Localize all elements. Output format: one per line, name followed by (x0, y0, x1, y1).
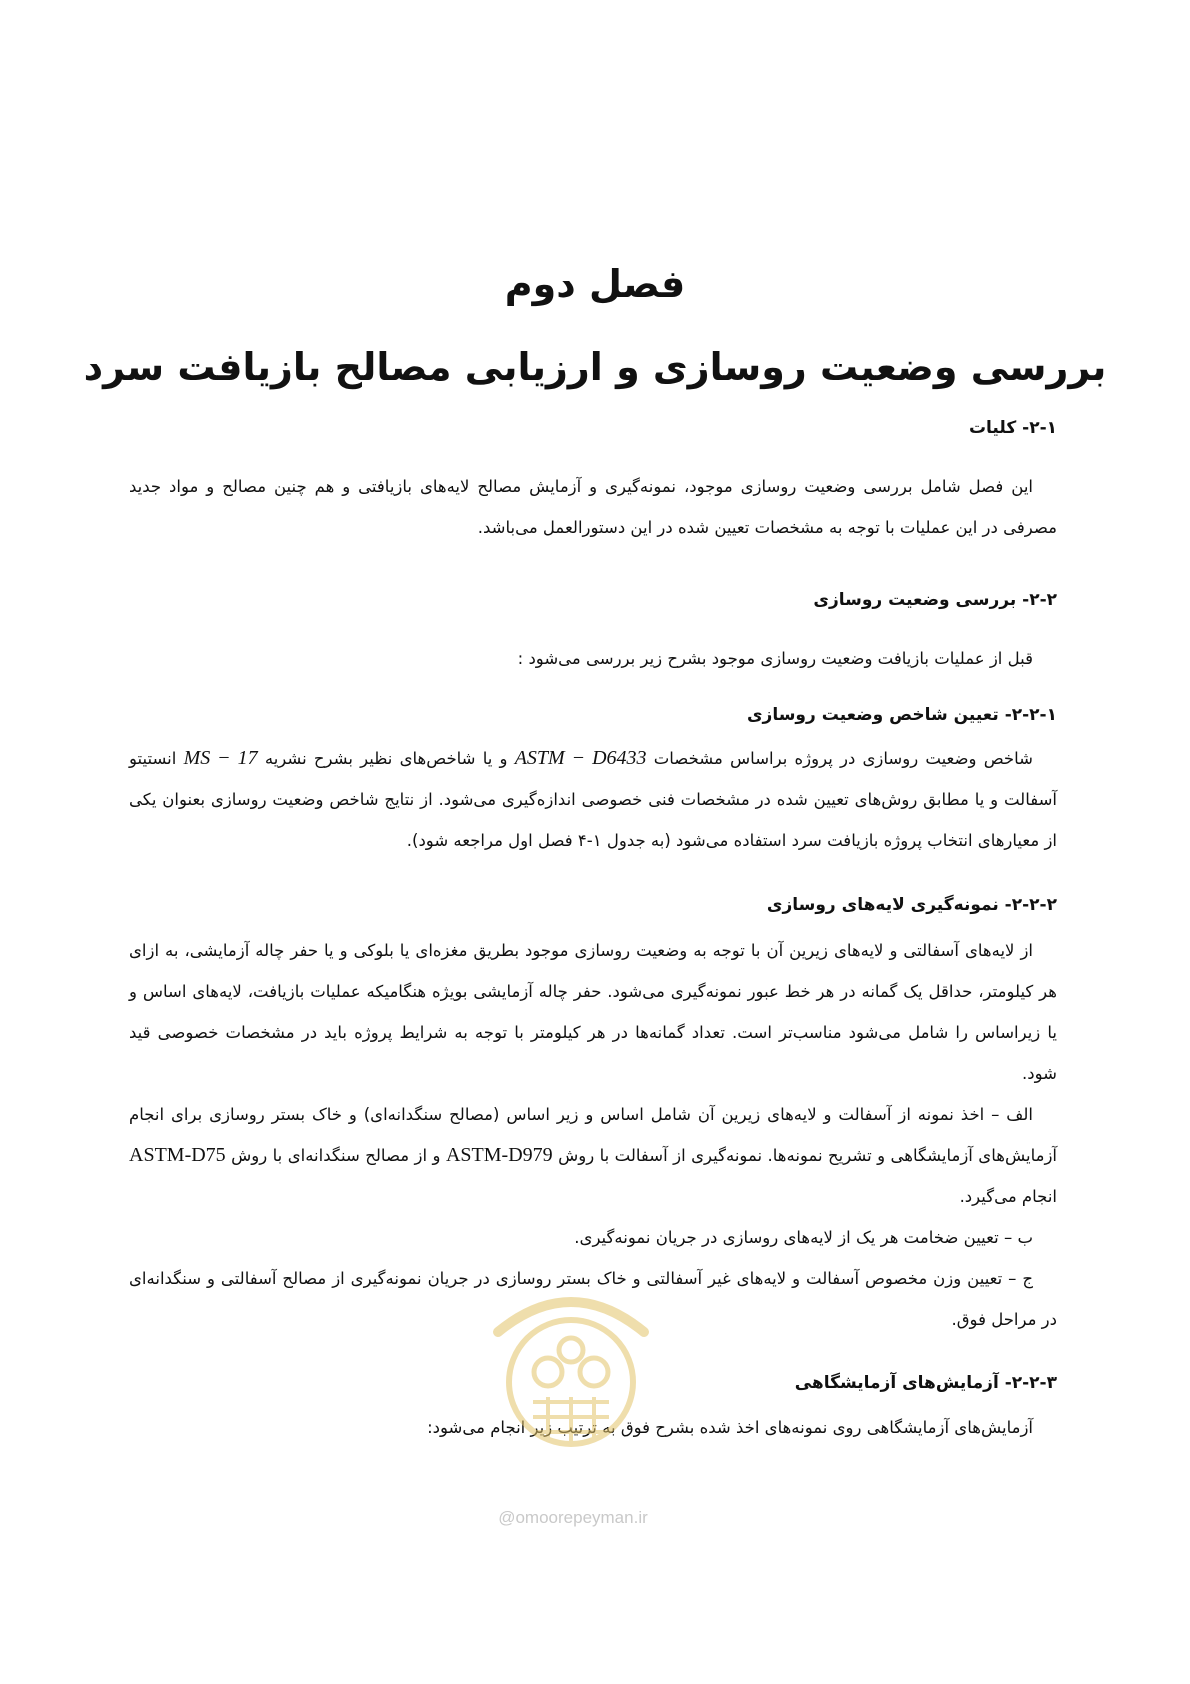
text: شاخص وضعیت روسازی در پروژه براساس مشخصات (653, 749, 1033, 768)
paragraph: از لایه‌های آسفالتی و لایه‌های زیرین آن با توجه به وضعیت روسازی موجود بطریق مغزه‌ای یا بلوکی و یا حفر چاله آزمایشی، به ازای هر کیلومتر، حداقل یک گمانه در هر خط عبور نمونه‌گیری می‌شود. حفر چاله آزمایشی بویژه هنگامیکه عملیات بازیافت، لایه‌های اساس و یا زیراساس را شامل می‌شود مناسب‌تر است. تعداد گمانه‌ها در هر کیلومتر با توجه به شرایط پروژه باید در مشخصات خصوصی قید شود. (129, 941, 1057, 1083)
section-2-2-1-body (129, 738, 1057, 861)
section-heading: ۲-۲- بررسی وضعیت روسازی (813, 590, 1057, 610)
list-item-be: ب – تعیین ضخامت هر یک از لایه‌های روسازی در جریان نمونه‌گیری. (574, 1228, 1033, 1247)
list-item-jim: ج – تعیین وزن مخصوص آسفالت و لایه‌های غیر آسفالتی و خاک بستر روسازی در جریان نمونه‌گیری از مصالح آسفالتی و سنگدانه‌ای در مراحل فوق. (129, 1269, 1057, 1329)
text: و از مصالح سنگدانه‌ای با روش (231, 1146, 441, 1165)
section-heading: ۲-۲-۱- تعیین شاخص وضعیت روسازی (746, 705, 1057, 725)
paragraph (129, 738, 1057, 861)
standard-code: ASTM-D75 (129, 1144, 226, 1166)
text: الف – اخذ نمونه از آسفالت و لایه‌های زیرین آن شامل اساس و زیر اساس (مصالح سنگدانه‌ای) و خاک بستر روسازی برای انجام آزمایش‌های آزمایشگاهی و تشریح نمونه‌ها. نمونه‌گیری از آسفالت با روش (129, 1105, 1057, 1165)
section-heading: ۲-۲-۲- نمونه‌گیری لایه‌های روسازی (766, 895, 1057, 915)
section-2-1-body (129, 466, 1057, 548)
text: و یا شاخص‌های نظیر بشرح نشریه (264, 749, 508, 768)
list-item-alef (129, 1094, 1057, 1217)
paragraph: آزمایش‌های آزمایشگاهی روی نمونه‌های اخذ شده بشرح فوق به ترتیب زیر انجام می‌شود: (427, 1418, 1033, 1437)
text: انستیتو آسفالت و یا مطابق روش‌های تعیین شده در مشخصات فنی خصوصی اندازه‌گیری می‌شود. از نتایج شاخص وضعیت روسازی بعنوان یکی از معیارهای انتخاب پروژه بازیافت سرد استفاده می‌شود (به جدول ۱-۴ فصل اول مراجعه شود). (129, 749, 1057, 850)
standard-code: MS − 17 (183, 747, 258, 769)
section-2-2-body (129, 638, 1057, 679)
section-heading: ۲-۲-۳- آزمایش‌های آزمایشگاهی (794, 1373, 1057, 1393)
section-2-2-2 (129, 895, 1057, 915)
section-2-2 (129, 590, 1057, 610)
watermark-text: @omoorepeyman.ir (498, 1508, 648, 1527)
standard-code: ASTM − D6433 (514, 747, 647, 769)
section-2-2-1 (129, 705, 1057, 725)
chapter-number: فصل دوم (504, 262, 686, 306)
section-heading: ۲-۱- کلیات (968, 418, 1057, 438)
watermark-seal-icon (478, 1262, 664, 1462)
paragraph: این فصل شامل بررسی وضعیت روسازی موجود، نمونه‌گیری و آزمایش مصالح لایه‌های بازیافتی و هم چنین مصالح و مواد جدید مصرفی در این عملیات با توجه به مشخصات تعیین شده در این دستورالعمل می‌باشد. (129, 477, 1057, 537)
paragraph: قبل از عملیات بازیافت وضعیت روسازی موجود بشرح زیر بررسی می‌شود : (517, 649, 1033, 668)
section-2-1 (129, 418, 1057, 438)
text: انجام می‌گیرد. (959, 1187, 1057, 1206)
standard-code: ASTM-D979 (445, 1144, 553, 1166)
chapter-title: بررسی وضعیت روسازی و ارزیابی مصالح بازیافت سرد (83, 345, 1107, 389)
